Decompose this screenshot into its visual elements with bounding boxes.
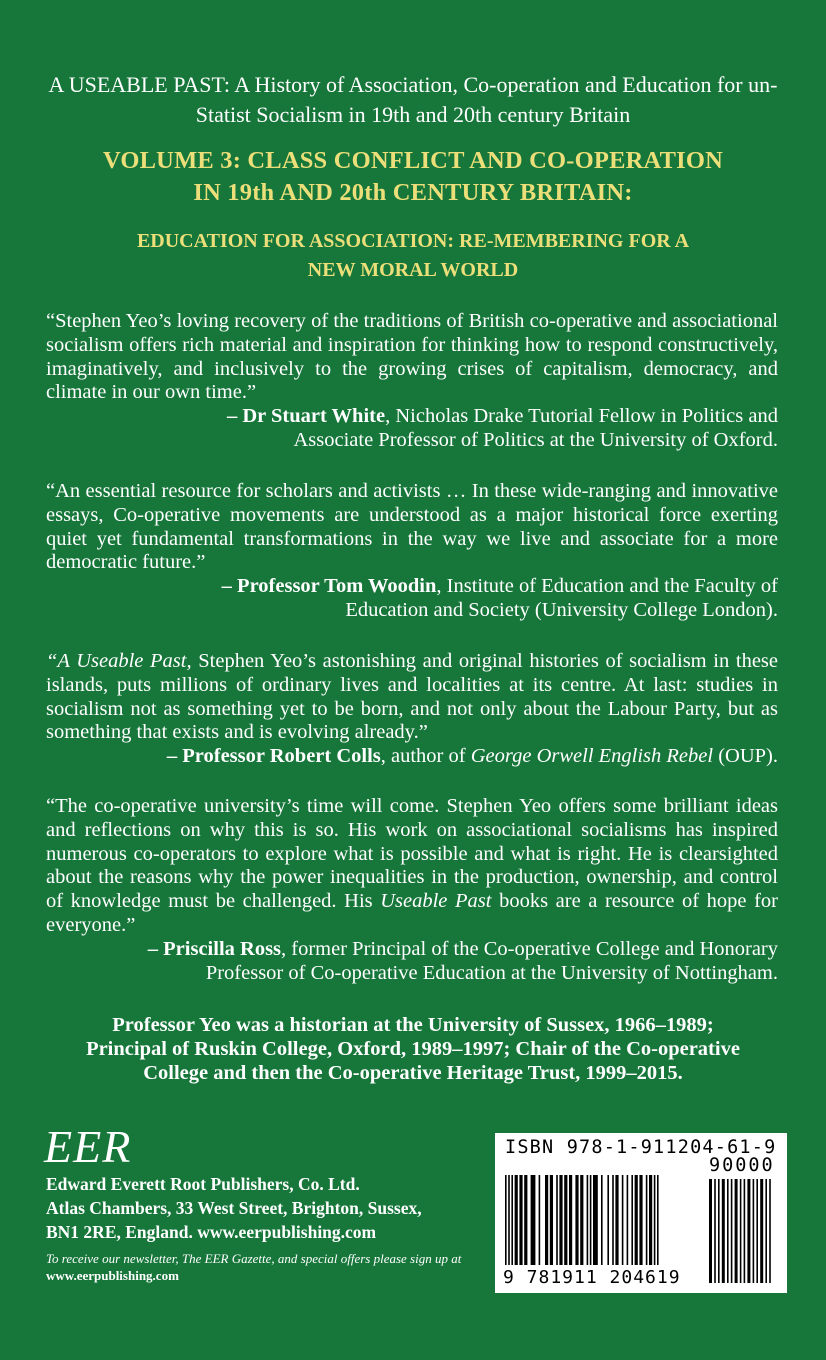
quote-1-text: “Stephen Yeo’s loving recovery of the traditions of British co-operative and associational socialism offers rich material and inspiration for thinking how to respond constructively, imaginatively, and inclusively to the growing crises of capitalism, democracy, and climate in our own time.” bbox=[46, 310, 778, 404]
barcode-bar bbox=[639, 1175, 642, 1265]
volume-subtitle bbox=[40, 227, 786, 285]
barcode-bar bbox=[593, 1175, 598, 1265]
volume-title-line-1: VOLUME 3: CLASS CONFLICT AND CO-OPERATION bbox=[102, 147, 724, 174]
addon-bar bbox=[722, 1179, 725, 1283]
quote-2-affiliation-2: Education and Society (University College London). bbox=[345, 598, 778, 621]
endorsement-quote-2 bbox=[46, 480, 778, 623]
quote-4-book-title: Useable Past bbox=[380, 890, 492, 913]
addon-bar bbox=[727, 1179, 729, 1283]
quote-3-book-title: “A Useable Past, bbox=[46, 650, 192, 672]
quote-1-author: – Dr Stuart White bbox=[226, 405, 386, 428]
subtitle-line-2: NEW MORAL WORLD bbox=[307, 259, 519, 281]
addon-bar bbox=[756, 1179, 758, 1283]
barcode-bar bbox=[587, 1175, 589, 1265]
addon-bar bbox=[760, 1179, 763, 1283]
quote-3-affiliation-pre: , author of bbox=[380, 745, 471, 768]
author-bio bbox=[40, 1013, 786, 1085]
barcode-bar bbox=[612, 1175, 614, 1265]
barcode-bar bbox=[569, 1175, 572, 1265]
barcode-bar bbox=[545, 1175, 548, 1265]
subtitle-line-1: EDUCATION FOR ASSOCIATION: RE-MEMBERING FOR A bbox=[136, 230, 690, 252]
addon-bar bbox=[740, 1179, 742, 1283]
quote-2-author: – Professor Tom Woodin bbox=[221, 575, 437, 598]
volume-title bbox=[30, 145, 796, 209]
barcode-bar bbox=[508, 1175, 510, 1265]
bio-line-2: Principal of Ruskin College, Oxford, 1989–1997; Chair of the Co-operative bbox=[86, 1038, 740, 1060]
barcode-bar bbox=[505, 1175, 507, 1265]
addon-bar bbox=[765, 1179, 767, 1283]
endorsement-quote-4 bbox=[46, 795, 778, 985]
addon-bar bbox=[731, 1179, 733, 1283]
addon-bar bbox=[718, 1179, 720, 1283]
ean-digits: 9 781911 204619 bbox=[503, 1267, 681, 1288]
quote-2-affiliation-1: , Institute of Education and the Faculty of bbox=[436, 575, 778, 598]
quote-4-affiliation-1: , former Principal of the Co-operative College and Honorary bbox=[281, 937, 778, 960]
quote-4-text-a: “The co-operative university’s time will come. Stephen Yeo offers some brilliant ideas and reflections on why this is so. His work on associational socialisms has inspired numerous co-operators to explore what is possible and what is right. He is clearsighted about the reasons why the power inequalities in the production, ownership, and control of knowledge must be challenged. His bbox=[46, 795, 778, 913]
series-title: A USEABLE PAST: A History of Association, Co-operation and Education for un-Statist Socialism in 19th and 20th century Britain bbox=[48, 72, 778, 127]
barcode-bar bbox=[524, 1175, 527, 1265]
barcode-bar bbox=[622, 1175, 624, 1265]
addon-bar bbox=[769, 1179, 771, 1283]
barcode-bar bbox=[511, 1175, 513, 1265]
quote-4-text-b: books are a resource of hope for everyone.” bbox=[46, 890, 779, 936]
addon-bar bbox=[714, 1179, 716, 1283]
quote-3-author: – Professor Robert Colls bbox=[166, 745, 381, 768]
barcode-bar bbox=[550, 1175, 553, 1265]
barcode-bar bbox=[646, 1175, 648, 1265]
barcode-bar bbox=[564, 1175, 567, 1265]
quote-3-attribution bbox=[46, 745, 778, 769]
publisher-info bbox=[46, 1172, 496, 1244]
volume-title-line-2: IN 19th AND 20th CENTURY BRITAIN: bbox=[193, 179, 633, 206]
quote-3-text-block bbox=[46, 650, 778, 745]
barcode-bar bbox=[601, 1175, 603, 1265]
barcode-bar bbox=[580, 1175, 583, 1265]
quote-4-text-block bbox=[46, 795, 778, 938]
addon-bar bbox=[753, 1179, 755, 1283]
newsletter-url: www.eerpublishing.com bbox=[46, 1268, 179, 1283]
addon-bar bbox=[747, 1179, 750, 1283]
endorsement-quote-1 bbox=[46, 310, 778, 453]
barcode-bar bbox=[559, 1175, 562, 1265]
isbn-label: ISBN 978-1-911204-61-9 bbox=[505, 1137, 777, 1158]
barcode-bar bbox=[627, 1175, 629, 1265]
publisher-name: Edward Everett Root Publishers, Co. Ltd. bbox=[46, 1174, 360, 1194]
quote-1-affiliation-2: Associate Professor of Politics at the University of Oxford. bbox=[293, 428, 778, 451]
barcode-bar bbox=[515, 1175, 518, 1265]
barcode-bar bbox=[657, 1175, 659, 1265]
quote-4-attribution bbox=[46, 938, 778, 986]
endorsement-quote-3 bbox=[46, 650, 778, 769]
barcode-bar bbox=[635, 1175, 638, 1265]
quote-3-affiliation-post: (OUP). bbox=[713, 745, 778, 768]
newsletter-text: To receive our newsletter, The EER Gazette, and special offers please sign up at bbox=[46, 1251, 462, 1266]
barcode-bar bbox=[615, 1175, 618, 1265]
barcode-bar bbox=[607, 1175, 609, 1265]
price-code: 90000 bbox=[709, 1155, 775, 1176]
quote-4-affiliation-2: Professor of Co-operative Education at the University of Nottingham. bbox=[205, 961, 778, 984]
barcode-bar bbox=[519, 1175, 522, 1265]
quote-3-affiliation-book: George Orwell English Rebel bbox=[470, 745, 714, 768]
barcode-bar bbox=[575, 1175, 578, 1265]
quote-1-attribution bbox=[46, 405, 778, 453]
quote-1-affiliation-1: , Nicholas Drake Tutorial Fellow in Politics and bbox=[385, 405, 778, 428]
quote-2-attribution bbox=[46, 575, 778, 623]
barcode-bar bbox=[531, 1175, 536, 1265]
barcode-bar bbox=[556, 1175, 558, 1265]
isbn-barcode bbox=[495, 1133, 787, 1293]
addon-bar bbox=[744, 1179, 746, 1283]
barcode-bar bbox=[539, 1175, 541, 1265]
barcode-bar bbox=[654, 1175, 656, 1265]
barcode-bar bbox=[649, 1175, 652, 1265]
publisher-address-1: Atlas Chambers, 33 West Street, Brighton, Sussex, bbox=[46, 1198, 422, 1218]
bio-line-3: College and then the Co-operative Heritage Trust, 1999–2015. bbox=[143, 1062, 683, 1084]
addon-bar bbox=[709, 1179, 712, 1283]
quote-2-text: “An essential resource for scholars and activists … In these wide-ranging and innovative essays, Co-operative movements are understood as a major historical force exerting quiet yet fundamental transformations in the way we live and associate for a more democratic future.” bbox=[46, 480, 778, 574]
addon-bar bbox=[735, 1179, 738, 1283]
publisher-logo: EER bbox=[44, 1121, 132, 1172]
publisher-address-2: BN1 2RE, England. www.eerpublishing.com bbox=[46, 1222, 377, 1242]
barcode-bar bbox=[631, 1175, 633, 1265]
barcode-bar bbox=[590, 1175, 592, 1265]
quote-3-text: Stephen Yeo’s astonishing and original histories of socialism in these islands, puts millions of ordinary lives and localities at its centre. At last: studies in socialism not as something yet to be born, and not only about the Labour Party, but as something that exists and is evolving already.” bbox=[46, 650, 778, 744]
newsletter-note bbox=[46, 1250, 486, 1284]
bio-line-1: Professor Yeo was a historian at the University of Sussex, 1966–1989; bbox=[112, 1014, 714, 1036]
quote-4-author: – Priscilla Ross bbox=[147, 937, 282, 960]
